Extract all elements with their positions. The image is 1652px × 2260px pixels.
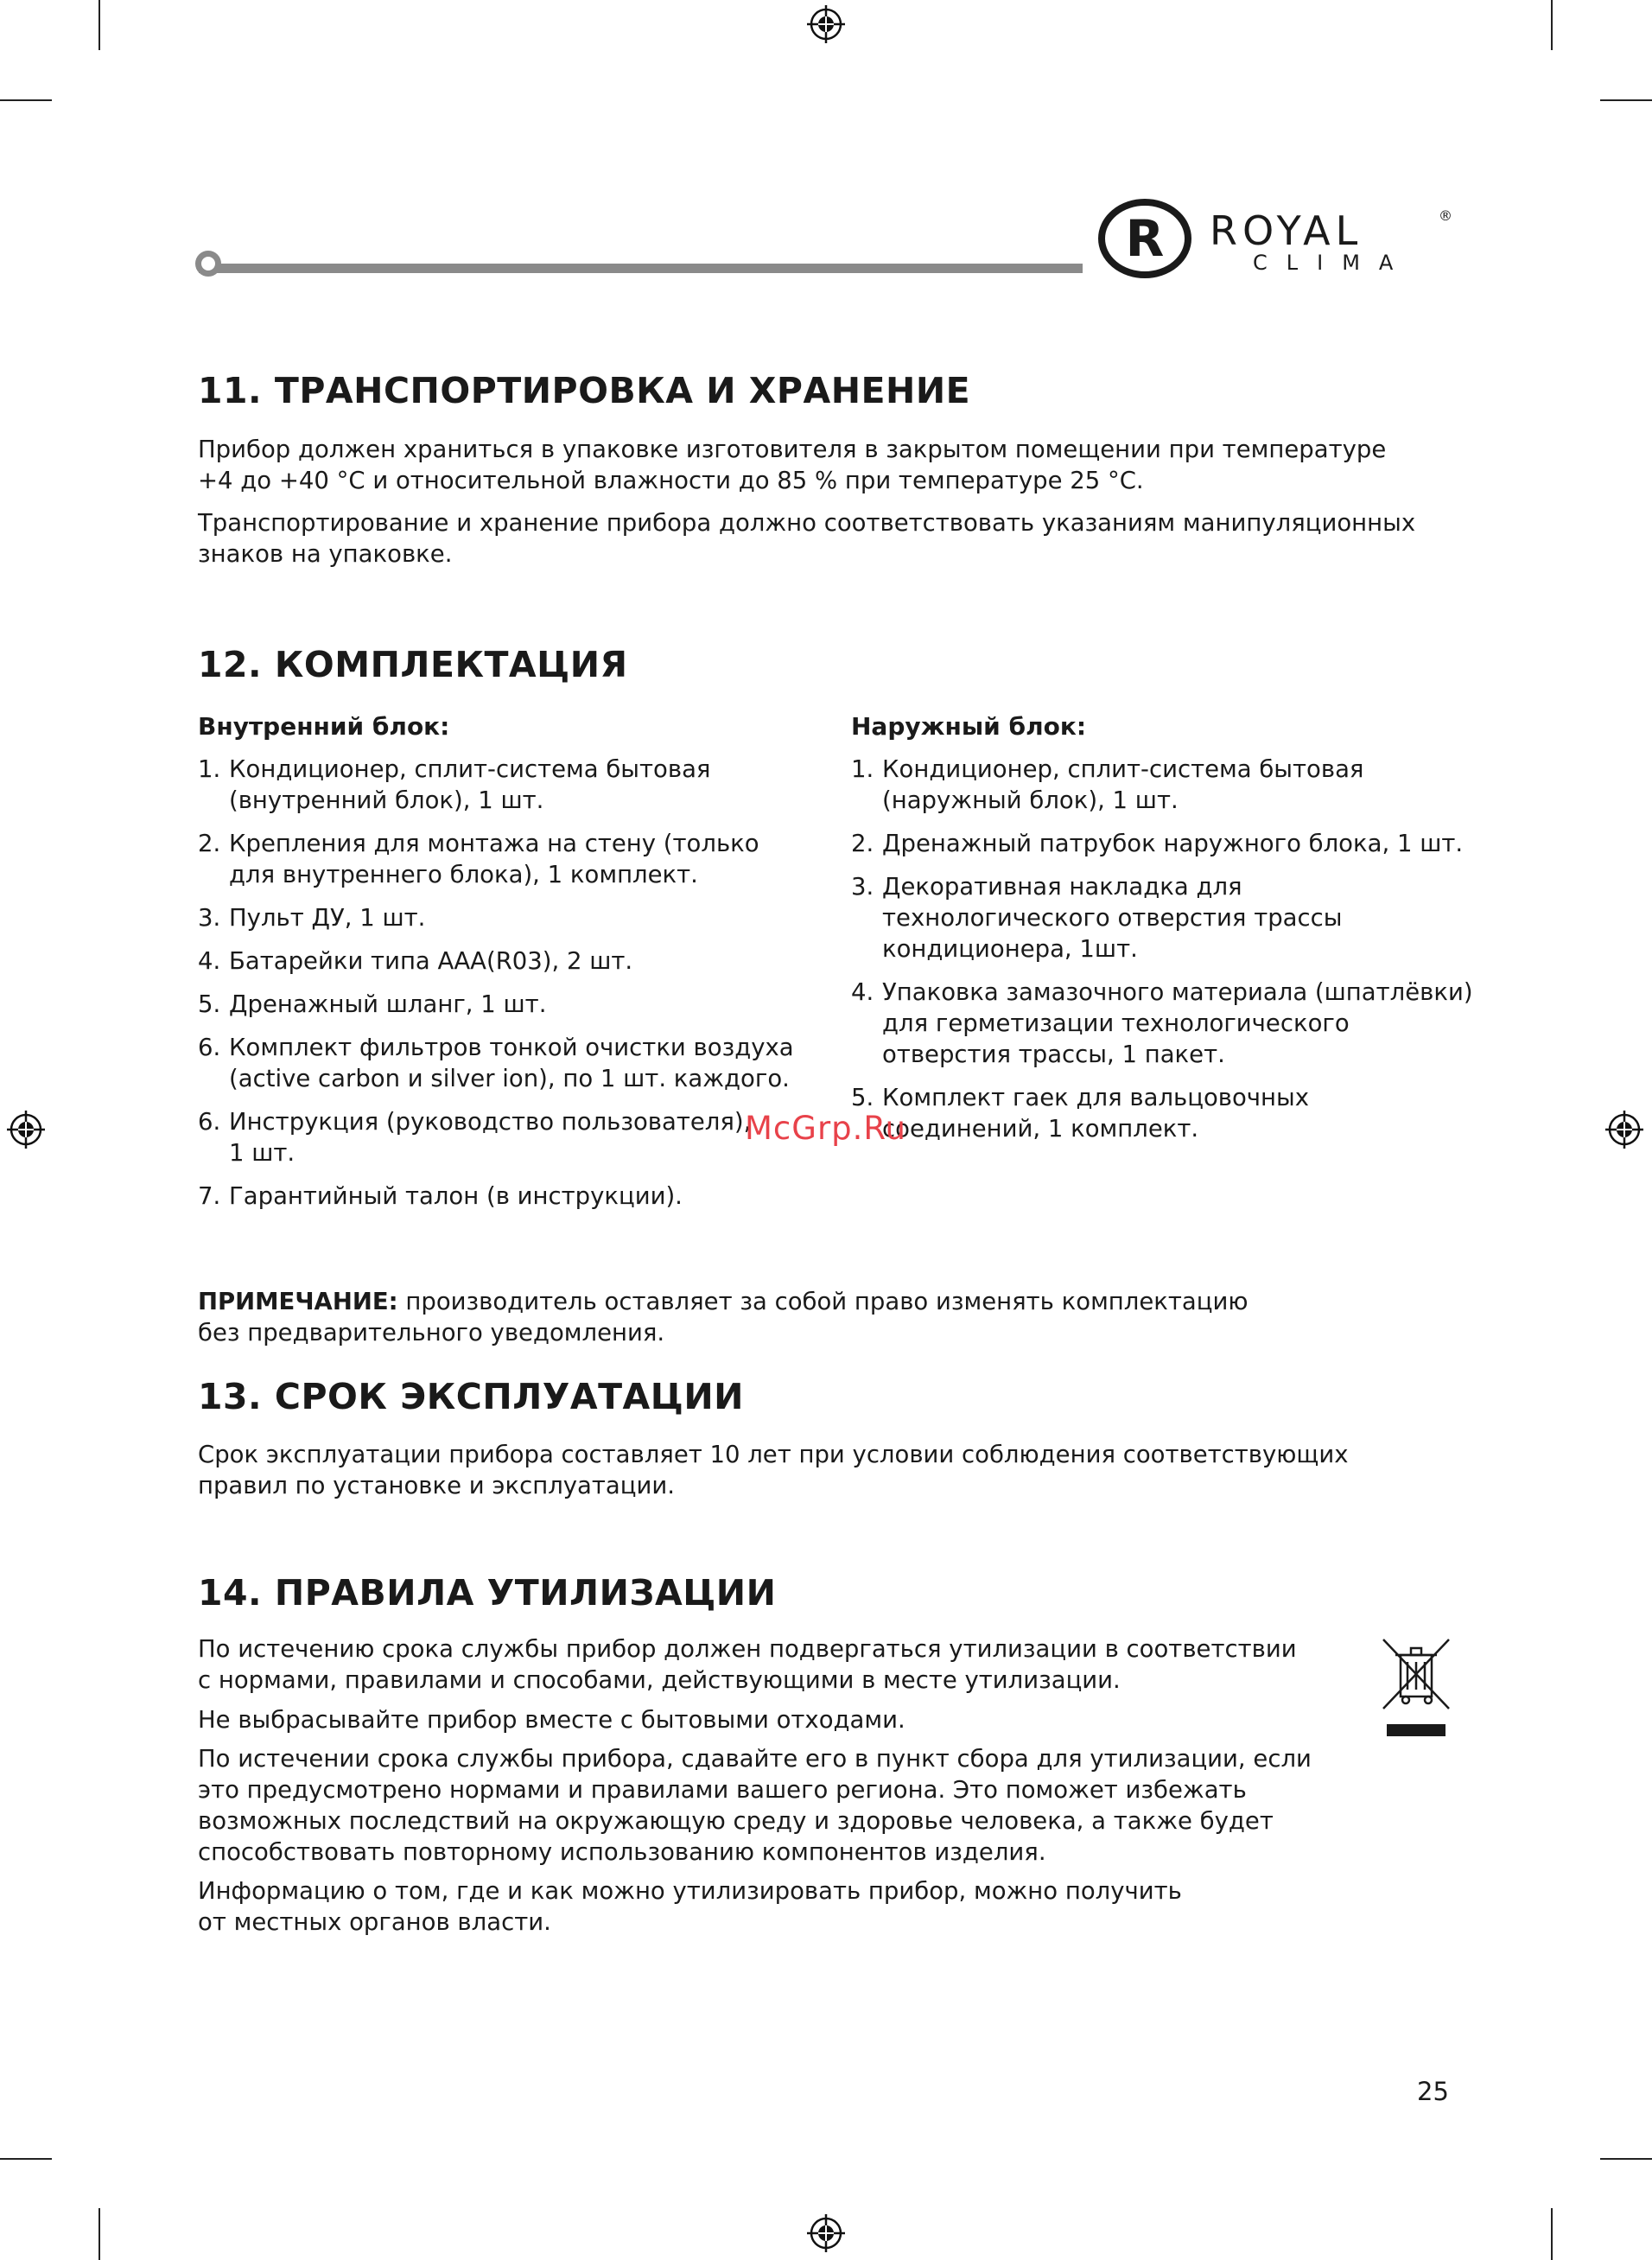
logo-r-mark-icon [1097, 199, 1192, 278]
list-item-number: 4. [851, 978, 874, 1006]
header-rule-dot [195, 251, 221, 277]
header-rule [199, 264, 1083, 273]
section-12-title: 12. КОМПЛЕКТАЦИЯ [198, 644, 628, 685]
list-item [198, 1181, 837, 1212]
page-number: 25 [1417, 2077, 1449, 2106]
list-item-text: Комплект фильтров тонкой очистки воздуха [229, 1034, 794, 1061]
list-item-text: технологического отверстия трассы [882, 904, 1343, 932]
list-item-number: 7. [198, 1182, 221, 1210]
section-11-paragraph-2: Транспортирование и хранение прибора должно соответствовать указаниям манипуляционных знаков на упаковке. [198, 509, 1416, 568]
list-item-number: 2. [851, 830, 874, 857]
registration-mark-icon [807, 2214, 845, 2252]
list-item-text: 1 шт. [229, 1139, 295, 1167]
list-item-text: соединений, 1 комплект. [882, 1115, 1199, 1143]
list-item-number: 3. [851, 873, 874, 901]
section-13-title: 13. СРОК ЭКСПЛУАТАЦИИ [198, 1376, 744, 1417]
crop-mark [1600, 2158, 1652, 2160]
crop-mark [0, 99, 52, 101]
list-item-number: 3. [198, 904, 221, 932]
section-14-paragraph-1: По истечению срока службы прибор должен подвергаться утилизации в соответствии с нормами, правилами и способами, действующими в месте утилизации. [198, 1635, 1297, 1694]
section-14-title: 14. ПРАВИЛА УТИЛИЗАЦИИ [198, 1572, 777, 1614]
list-item [198, 828, 837, 890]
list-item [851, 977, 1473, 1070]
list-item-text: Батарейки типа ААА(R03), 2 шт. [229, 947, 633, 975]
list-item-text: Кондиционер, сплит-система бытовая [229, 755, 711, 783]
section-14-paragraph-4: Информацию о том, где и как можно утилизировать прибор, можно получить от местных органов власти. [198, 1877, 1182, 1936]
brand-logo [1097, 197, 1460, 283]
list-item-number: 1. [851, 755, 874, 783]
list-item [198, 902, 837, 933]
list-item [198, 754, 837, 816]
list-item-number: 6. [198, 1108, 221, 1136]
list-item [851, 871, 1473, 964]
note-label: ПРИМЕЧАНИЕ: [198, 1288, 398, 1315]
list-item-text: (внутренний блок), 1 шт. [229, 786, 544, 814]
section-13-paragraph: Срок эксплуатации прибора составляет 10 лет при условии соблюдения соответствующих правил по установке и эксплуатации. [198, 1441, 1349, 1499]
crop-mark [1551, 0, 1553, 50]
list-item-number: 5. [198, 990, 221, 1018]
crossed-out-bin-icon [1380, 1636, 1452, 1740]
list-item [198, 989, 837, 1020]
logo-registered-mark: ® [1439, 207, 1452, 224]
list-item-number: 5. [851, 1084, 874, 1111]
list-item [198, 1106, 837, 1168]
list-item-number: 6. [198, 1034, 221, 1061]
indoor-unit-list [198, 754, 837, 1224]
crop-mark [98, 2208, 100, 2260]
outdoor-unit-list [851, 754, 1473, 1156]
section-14-paragraph-3: По истечении срока службы прибора, сдавайте его в пункт сбора для утилизации, если это предусмотрено нормами и правилами вашего региона. Это поможет избежать возможных последствий на окружающую среду и здоровье человека, а также будет способствовать повторному использованию компонентов изделия. [198, 1745, 1312, 1866]
list-item-text: для внутреннего блока), 1 комплект. [229, 861, 698, 888]
list-item-text: Комплект гаек для вальцовочных [882, 1084, 1310, 1111]
section-11-paragraph-1: Прибор должен храниться в упаковке изготовителя в закрытом помещении при температуре +4 до +40 °С и относительной влажности до 85 % при температуре 25 °С. [198, 436, 1387, 494]
list-item-text: (наружный блок), 1 шт. [882, 786, 1179, 814]
registration-mark-icon [7, 1111, 45, 1149]
list-item-text: (active carbon и silver ion), по 1 шт. каждого. [229, 1065, 790, 1092]
list-item-text: Декоративная накладка для [882, 873, 1242, 901]
list-item-number: 1. [198, 755, 221, 783]
list-item-text: для герметизации технологического [882, 1009, 1350, 1037]
outdoor-unit-heading: Наружный блок: [851, 712, 1087, 741]
list-item-text: Кондиционер, сплит-система бытовая [882, 755, 1364, 783]
registration-mark-icon [807, 5, 845, 43]
list-item-text: Упаковка замазочного материала (шпатлёвки) [882, 978, 1473, 1006]
list-item-text: Гарантийный талон (в инструкции). [229, 1182, 683, 1210]
list-item [851, 828, 1473, 859]
list-item-text: Дренажный шланг, 1 шт. [229, 990, 547, 1018]
list-item [851, 1082, 1473, 1144]
watermark: McGrp.Ru [745, 1110, 906, 1147]
logo-wordmark: ROYAL [1210, 207, 1363, 254]
section-12-note: ПРИМЕЧАНИЕ: производитель оставляет за собой право изменять комплектацию без предварительного уведомления. [198, 1288, 1249, 1346]
registration-mark-icon [1605, 1111, 1643, 1149]
crop-mark [1600, 99, 1652, 101]
crop-mark [1551, 2208, 1553, 2260]
crop-mark [0, 2158, 52, 2160]
list-item [198, 1032, 837, 1094]
list-item-number: 4. [198, 947, 221, 975]
indoor-unit-heading: Внутренний блок: [198, 712, 450, 741]
list-item-text: Крепления для монтажа на стену (только [229, 830, 759, 857]
section-14-paragraph-2: Не выбрасывайте прибор вместе с бытовыми отходами. [198, 1706, 905, 1734]
list-item-text: Инструкция (руководство пользователя), [229, 1108, 752, 1136]
list-item-text: Пульт ДУ, 1 шт. [229, 904, 426, 932]
logo-subtitle: CLIMA [1253, 251, 1413, 275]
crop-mark [98, 0, 100, 50]
list-item-text: кондиционера, 1шт. [882, 935, 1138, 963]
list-item-number: 2. [198, 830, 221, 857]
list-item [851, 754, 1473, 816]
svg-text:R: R [1125, 209, 1165, 268]
list-item-text: Дренажный патрубок наружного блока, 1 шт. [882, 830, 1464, 857]
section-11-title: 11. ТРАНСПОРТИРОВКА И ХРАНЕНИЕ [198, 370, 971, 411]
list-item-text: отверстия трассы, 1 пакет. [882, 1041, 1225, 1068]
list-item [198, 945, 837, 977]
